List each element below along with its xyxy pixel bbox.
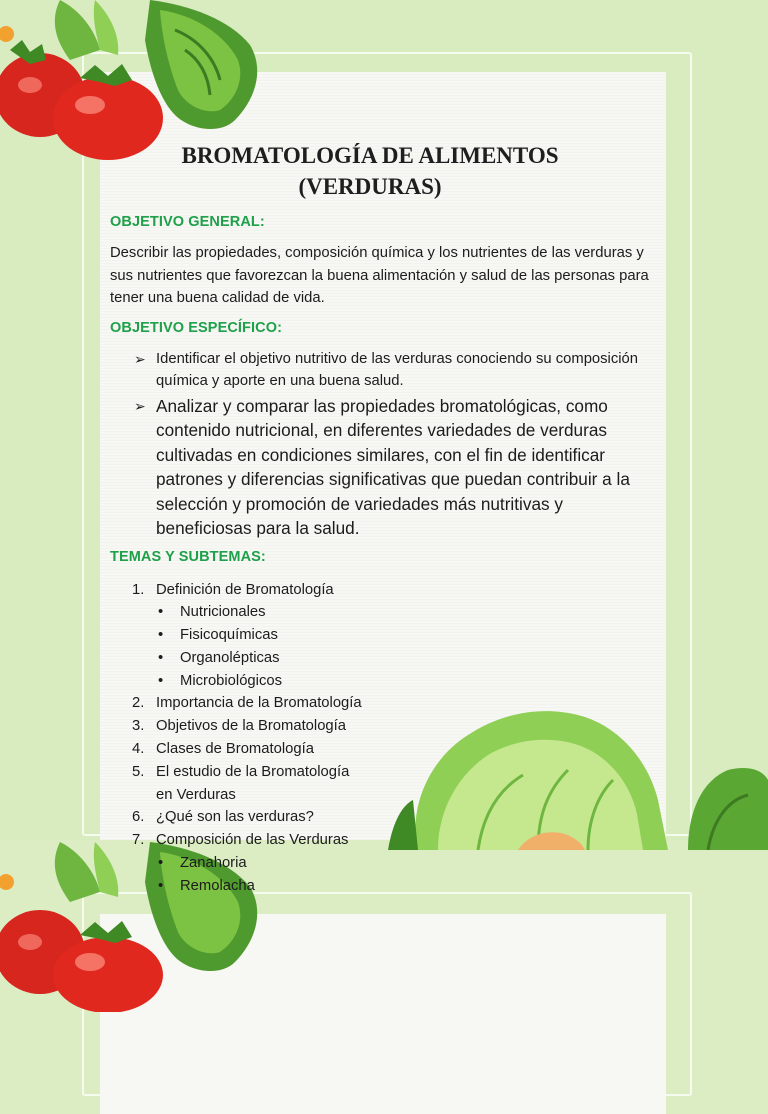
general-objective-text: Describir las propiedades, composición química y los nutrientes de las verduras y sus nutrientes que favorezcan la buena alimentación y salud de las personas para tener una buena calidad de vida. (110, 245, 649, 306)
topic-item: 7. Composición de las Verduras (132, 832, 349, 849)
subtopic-item: • Nutricionales (110, 601, 655, 624)
topic-item: 6. ¿Qué son las verduras? (132, 809, 314, 826)
bullet-icon: • (158, 672, 164, 689)
bullet-icon: • (158, 604, 164, 621)
title-line-2: (VERDURAS) (298, 174, 442, 199)
bullet-icon: • (158, 855, 164, 872)
specific-objective-list (110, 348, 655, 541)
arrow-bullet-icon: ➢ (134, 350, 146, 367)
title-line-1: BROMATOLOGÍA DE ALIMENTOS (181, 143, 559, 168)
bullet-icon: • (158, 877, 164, 894)
topic-item: 1. Definición de Bromatología (132, 581, 334, 598)
document-title (110, 140, 630, 202)
bullet-icon: • (158, 627, 164, 644)
list-item-text: Analizar y comparar las propiedades bromatológicas, como contenido nutricional, en diferentes variedades de verduras cultivadas en condiciones similares, con el fin de identificar patrones y diferencias significativas que puedan contribuir a la selección y promoción de variedades más nutritivas y beneficiosas para la salud. (156, 395, 630, 538)
topic-item: 2. Importancia de la Bromatología (132, 695, 362, 712)
subtopic-item: • Microbiológicos (110, 670, 655, 693)
topics-list (110, 579, 655, 898)
list-item (110, 394, 655, 541)
tomato-lettuce-illustration (0, 0, 270, 160)
document-content (110, 140, 655, 898)
list-item-text: Identificar el objetivo nutritivo de las verduras conociendo su composición química y aporte en una buena salud. (156, 350, 638, 389)
subtopic-item: • Remolacha (110, 875, 655, 898)
list-item (110, 348, 655, 392)
general-objective-heading: OBJETIVO GENERAL: (110, 214, 265, 230)
bullet-icon: • (158, 649, 164, 666)
subtopic-item: • Organolépticas (110, 647, 655, 670)
topics-heading: TEMAS Y SUBTEMAS: (110, 548, 266, 565)
subtopic-item: • Zanahoria (110, 852, 655, 875)
topic-item: 4. Clases de Bromatología (132, 741, 314, 758)
specific-objective-heading: OBJETIVO ESPECÍFICO: (110, 319, 282, 336)
topic-item: 5. El estudio de la Bromatología en Verduras (132, 763, 350, 803)
topic-item: 3. Objetivos de la Bromatología (132, 718, 346, 735)
arrow-bullet-icon: ➢ (134, 397, 146, 414)
subtopic-item: • Fisicoquímicas (110, 624, 655, 647)
